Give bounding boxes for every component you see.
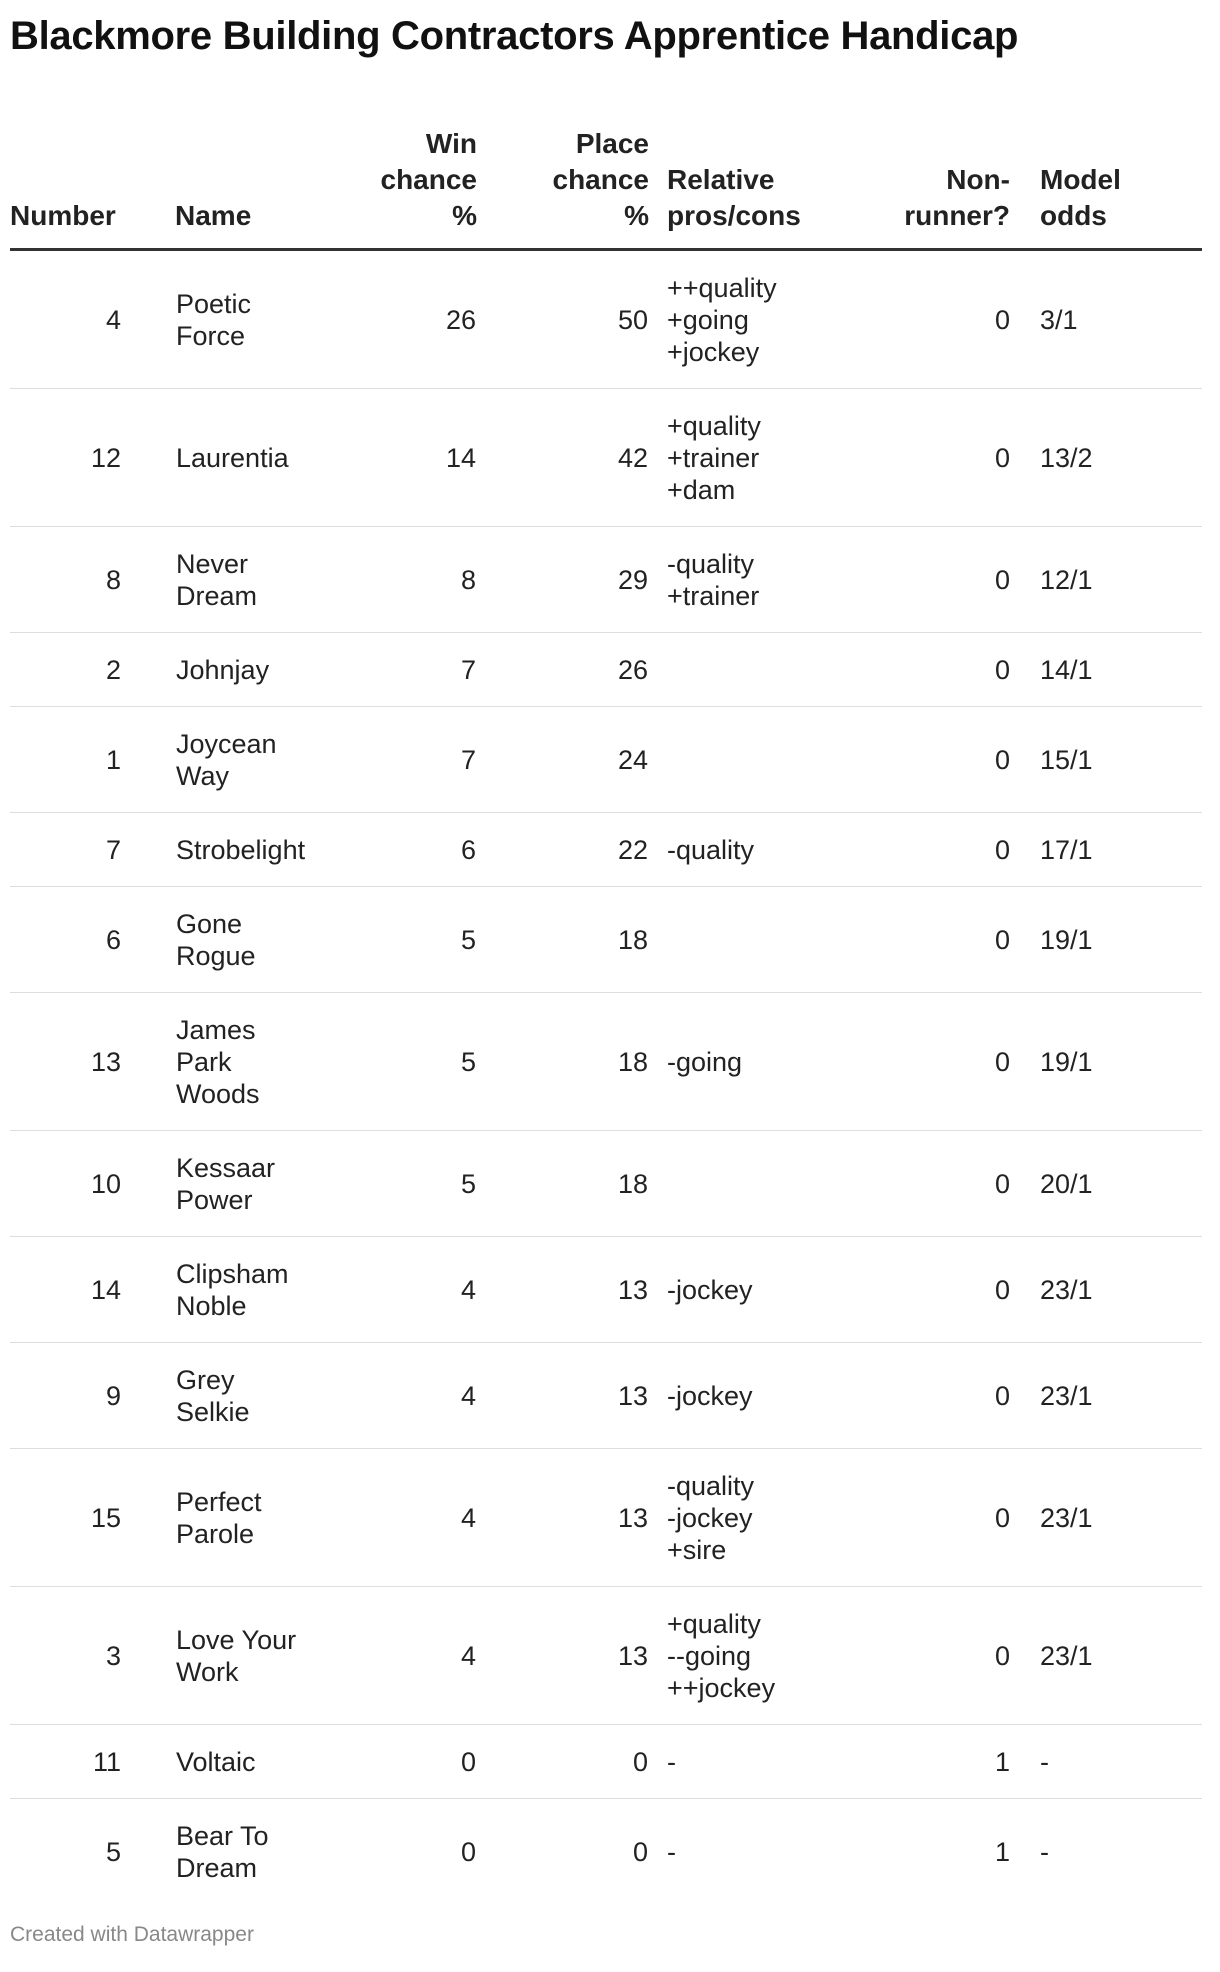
cell-non-runner: 0: [835, 1587, 1022, 1725]
cell-name-line: Parole: [176, 1519, 255, 1549]
table-row: [10, 1725, 1202, 1799]
table-chart: [10, 0, 1202, 1904]
cell-name: [175, 1725, 322, 1799]
table-row: [10, 1237, 1202, 1343]
table-row: [10, 993, 1202, 1131]
cell-relative-pros-cons: [649, 633, 835, 707]
cell-number: 10: [10, 1131, 175, 1237]
header-win-chance[interactable]: Win chance %: [322, 126, 477, 250]
cell-model-odds: 23/1: [1022, 1449, 1202, 1587]
cell-model-odds: 15/1: [1022, 707, 1202, 813]
cell-win-chance: 7: [322, 633, 477, 707]
cell-relative-pros-cons-line: -jockey: [667, 1381, 753, 1411]
cell-relative-pros-cons-line: -quality: [667, 835, 755, 865]
cell-name-line: Kessaar: [176, 1153, 276, 1183]
cell-name: [175, 250, 322, 389]
cell-place-chance: 13: [477, 1587, 649, 1725]
cell-name: [175, 813, 322, 887]
cell-name: [175, 1237, 322, 1343]
cell-number: 14: [10, 1237, 175, 1343]
header-model-odds[interactable]: Model odds: [1022, 126, 1202, 250]
cell-place-chance: 0: [477, 1725, 649, 1799]
table-row: [10, 250, 1202, 389]
cell-relative-pros-cons: [649, 389, 835, 527]
cell-number: 11: [10, 1725, 175, 1799]
cell-non-runner: 0: [835, 250, 1022, 389]
cell-place-chance: 26: [477, 633, 649, 707]
cell-name-line: Gone: [176, 909, 243, 939]
cell-place-chance: 42: [477, 389, 649, 527]
datawrapper-credit[interactable]: Created with Datawrapper: [10, 1923, 254, 1946]
table-row: [10, 1587, 1202, 1725]
cell-non-runner: 0: [835, 887, 1022, 993]
cell-non-runner: 1: [835, 1725, 1022, 1799]
header-place-chance[interactable]: Place chance %: [477, 126, 649, 250]
cell-model-odds: 17/1: [1022, 813, 1202, 887]
cell-place-chance: 13: [477, 1449, 649, 1587]
cell-name-line: Laurentia: [176, 443, 289, 473]
cell-relative-pros-cons-line: +trainer: [667, 443, 760, 473]
table-row: [10, 707, 1202, 813]
cell-relative-pros-cons-line: +quality: [667, 1609, 761, 1639]
cell-name-line: Strobelight: [176, 835, 306, 865]
cell-number: 15: [10, 1449, 175, 1587]
cell-relative-pros-cons: [649, 1799, 835, 1905]
cell-non-runner: 0: [835, 527, 1022, 633]
cell-name-line: Joycean: [176, 729, 277, 759]
cell-place-chance: 29: [477, 527, 649, 633]
cell-win-chance: 4: [322, 1237, 477, 1343]
cell-name: [175, 389, 322, 527]
cell-name-line: Bear To: [176, 1821, 269, 1851]
cell-name-line: Voltaic: [176, 1747, 256, 1777]
cell-relative-pros-cons-line: +quality: [667, 411, 761, 441]
cell-name-line: Rogue: [176, 941, 256, 971]
cell-name-line: Dream: [176, 1853, 258, 1883]
cell-name-line: Poetic: [176, 289, 252, 319]
cell-model-odds: 23/1: [1022, 1237, 1202, 1343]
cell-relative-pros-cons: [649, 527, 835, 633]
cell-model-odds: 14/1: [1022, 633, 1202, 707]
cell-win-chance: 5: [322, 1131, 477, 1237]
cell-relative-pros-cons-line: +dam: [667, 475, 736, 505]
table-row: [10, 389, 1202, 527]
cell-place-chance: 24: [477, 707, 649, 813]
cell-name-line: Johnjay: [176, 655, 270, 685]
cell-relative-pros-cons-line: -quality: [667, 1471, 755, 1501]
cell-number: 8: [10, 527, 175, 633]
cell-non-runner: 0: [835, 1449, 1022, 1587]
table-row: [10, 887, 1202, 993]
cell-number: 6: [10, 887, 175, 993]
cell-relative-pros-cons-line: -: [667, 1837, 676, 1867]
cell-name-line: Love Your: [176, 1625, 297, 1655]
cell-model-odds: 19/1: [1022, 887, 1202, 993]
cell-model-odds: 13/2: [1022, 389, 1202, 527]
cell-place-chance: 13: [477, 1237, 649, 1343]
cell-non-runner: 0: [835, 707, 1022, 813]
table-row: [10, 1449, 1202, 1587]
cell-place-chance: 18: [477, 993, 649, 1131]
cell-non-runner: 0: [835, 1131, 1022, 1237]
cell-win-chance: 5: [322, 887, 477, 993]
cell-win-chance: 7: [322, 707, 477, 813]
cell-relative-pros-cons: [649, 1449, 835, 1587]
cell-number: 3: [10, 1587, 175, 1725]
cell-non-runner: 1: [994, 1837, 1010, 1867]
cell-model-odds: 23/1: [1022, 1343, 1202, 1449]
cell-model-odds: 12/1: [1022, 527, 1202, 633]
chart-title: Blackmore Building Contractors Apprentice Handicap: [10, 14, 1019, 58]
cell-model-odds: 19/1: [1022, 993, 1202, 1131]
cell-relative-pros-cons: [649, 1343, 835, 1449]
cell-relative-pros-cons-line: +trainer: [667, 581, 760, 611]
cell-relative-pros-cons-line: -jockey: [667, 1503, 753, 1533]
cell-number: 4: [10, 250, 175, 389]
cell-name: [175, 1799, 322, 1905]
table-row: [10, 527, 1202, 633]
cell-relative-pros-cons: [649, 887, 835, 993]
cell-name-line: Woods: [176, 1079, 260, 1109]
cell-non-runner: 0: [835, 389, 1022, 527]
cell-relative-pros-cons-line: -going: [667, 1047, 743, 1077]
cell-relative-pros-cons-line: ++jockey: [667, 1673, 776, 1703]
cell-name: [175, 1449, 322, 1587]
cell-number: 2: [10, 633, 175, 707]
cell-relative-pros-cons-line: --going: [667, 1641, 752, 1671]
cell-name: [175, 707, 322, 813]
cell-win-chance: 26: [322, 250, 477, 389]
table-body: [10, 250, 1202, 1905]
cell-win-chance: 6: [322, 813, 477, 887]
cell-name-line: James: [176, 1015, 256, 1045]
table-row: [10, 813, 1202, 887]
cell-number: 9: [10, 1343, 175, 1449]
cell-model-odds: -: [1022, 1725, 1202, 1799]
cell-non-runner: 0: [835, 633, 1022, 707]
cell-relative-pros-cons-line: -quality: [667, 549, 755, 579]
cell-name-line: Force: [176, 321, 246, 351]
cell-win-chance: 4: [322, 1343, 477, 1449]
cell-relative-pros-cons: [649, 250, 835, 389]
cell-relative-pros-cons: [649, 1587, 835, 1725]
cell-number: 7: [10, 813, 175, 887]
header-number[interactable]: Number: [10, 126, 175, 250]
table-row: [10, 633, 1202, 707]
cell-place-chance: 13: [477, 1343, 649, 1449]
cell-win-chance: 8: [322, 527, 477, 633]
cell-number: 1: [10, 707, 175, 813]
cell-relative-pros-cons: [649, 1725, 835, 1799]
cell-place-chance: 50: [477, 250, 649, 389]
cell-place-chance: 0: [632, 1837, 648, 1867]
runners-table: [10, 126, 1202, 1904]
cell-relative-pros-cons: [649, 813, 835, 887]
cell-win-chance: 0: [322, 1725, 477, 1799]
cell-relative-pros-cons-line: +sire: [667, 1535, 727, 1565]
cell-name-line: Power: [176, 1185, 253, 1215]
table-row: [10, 1131, 1202, 1237]
cell-relative-pros-cons-line: +jockey: [667, 337, 760, 367]
cell-relative-pros-cons-line: ++quality: [667, 273, 777, 303]
cell-relative-pros-cons-line: -: [667, 1747, 676, 1777]
cell-relative-pros-cons-line: -jockey: [667, 1275, 753, 1305]
cell-relative-pros-cons-line: +going: [667, 305, 749, 335]
cell-place-chance: 18: [477, 1131, 649, 1237]
cell-name: [175, 887, 322, 993]
cell-model-odds: 3/1: [1022, 250, 1202, 389]
cell-name-line: Selkie: [176, 1397, 250, 1427]
cell-non-runner: 0: [835, 993, 1022, 1131]
cell-non-runner: 0: [835, 813, 1022, 887]
cell-non-runner: 0: [835, 1343, 1022, 1449]
cell-relative-pros-cons: [649, 1131, 835, 1237]
cell-model-odds: 23/1: [1022, 1587, 1202, 1725]
header-row: [10, 126, 1202, 250]
cell-name-line: Never: [176, 549, 249, 579]
cell-name: [175, 1131, 322, 1237]
cell-win-chance: 4: [322, 1449, 477, 1587]
cell-name: [175, 633, 322, 707]
header-non-runner[interactable]: Non- runner?: [835, 126, 1022, 250]
cell-non-runner: 0: [835, 1237, 1022, 1343]
cell-place-chance: 18: [477, 887, 649, 993]
cell-model-odds: -: [1040, 1837, 1049, 1867]
table-row: [10, 1799, 1202, 1905]
cell-name-line: Way: [176, 761, 229, 791]
cell-number: 13: [10, 993, 175, 1131]
cell-name: [175, 527, 322, 633]
cell-name-line: Grey: [176, 1365, 235, 1395]
cell-name: [175, 1343, 322, 1449]
cell-win-chance: 14: [322, 389, 477, 527]
cell-relative-pros-cons: [649, 1237, 835, 1343]
cell-name: [175, 993, 322, 1131]
cell-relative-pros-cons: [649, 993, 835, 1131]
cell-place-chance: 22: [477, 813, 649, 887]
header-name[interactable]: Name: [175, 126, 322, 250]
cell-name-line: Work: [176, 1657, 239, 1687]
cell-win-chance: 0: [460, 1837, 476, 1867]
cell-number: 12: [10, 389, 175, 527]
header-relative-pros-cons[interactable]: Relative pros/cons: [649, 126, 835, 250]
cell-win-chance: 5: [322, 993, 477, 1131]
cell-name-line: Noble: [176, 1291, 247, 1321]
cell-win-chance: 4: [322, 1587, 477, 1725]
cell-relative-pros-cons: [649, 707, 835, 813]
cell-model-odds: 20/1: [1022, 1131, 1202, 1237]
table-row: [10, 1343, 1202, 1449]
cell-name: [175, 1587, 322, 1725]
cell-name-line: Perfect: [176, 1487, 262, 1517]
cell-number: 5: [105, 1837, 121, 1867]
cell-name-line: Clipsham: [176, 1259, 289, 1289]
cell-name-line: Park: [176, 1047, 232, 1077]
cell-name-line: Dream: [176, 581, 258, 611]
